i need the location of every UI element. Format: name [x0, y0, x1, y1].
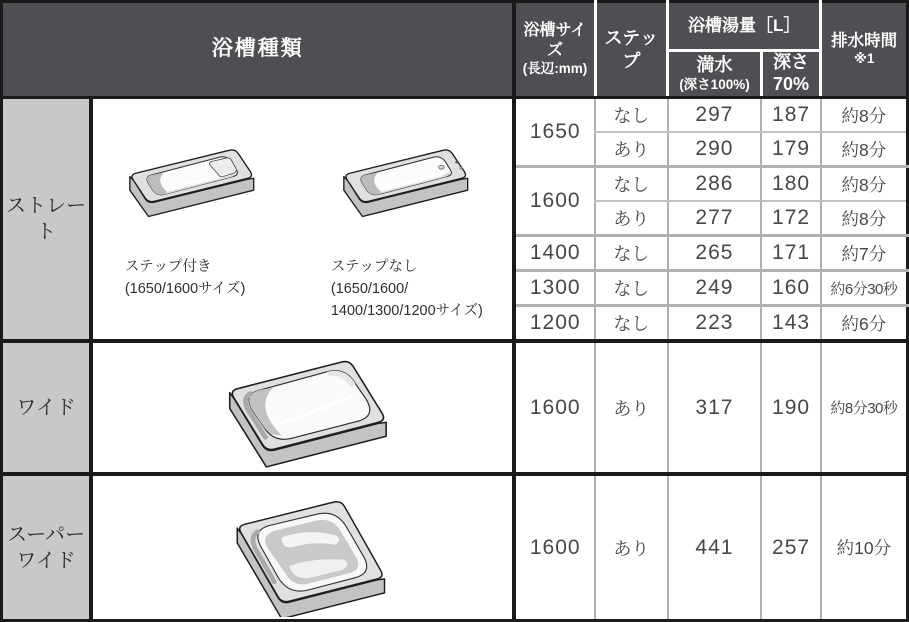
- figure-no-step-tub: [325, 141, 495, 322]
- cell-full-water: 297: [668, 98, 762, 133]
- cell-depth70: 257: [761, 474, 820, 621]
- cell-step: なし: [595, 306, 668, 342]
- straight-image-cell: [91, 98, 514, 342]
- bathtub-wide-illustration: [204, 343, 402, 472]
- table-row: [2, 98, 908, 133]
- cell-drain-time: 約8分: [821, 132, 908, 167]
- cell-step: あり: [595, 474, 668, 621]
- cell-size: 1300: [514, 271, 595, 306]
- col-header-depth70: [761, 51, 820, 98]
- cell-full-water: 441: [668, 474, 762, 621]
- drain-header-line1: 排水時間: [831, 31, 898, 50]
- row-label-super-wide: [2, 474, 92, 621]
- bathtub-super-wide-illustration: [215, 478, 391, 617]
- cell-depth70: 143: [761, 306, 820, 342]
- cell-size: 1650: [514, 98, 595, 167]
- table-row: [2, 474, 908, 621]
- cell-size: 1400: [514, 236, 595, 271]
- cell-drain-time: 約8分: [821, 167, 908, 202]
- cell-drain-time: 約8分30秒: [821, 341, 908, 474]
- cell-size: 1200: [514, 306, 595, 342]
- size-header-line2: (長辺:mm): [522, 61, 588, 77]
- cell-drain-time: 約8分: [821, 201, 908, 236]
- row-label-straight: [2, 98, 92, 342]
- cell-depth70: 187: [761, 98, 820, 133]
- full-header-line1: 満水: [696, 55, 733, 76]
- cell-size: 1600: [514, 474, 595, 621]
- cell-size: 1600: [514, 167, 595, 236]
- super-wide-image-cell: [91, 474, 514, 621]
- cell-drain-time: 約7分: [821, 236, 908, 271]
- depth70-header-line2: 70%: [773, 74, 810, 94]
- wide-image-cell: [91, 341, 514, 474]
- cell-full-water: 223: [668, 306, 762, 342]
- cell-step: あり: [595, 341, 668, 474]
- cell-full-water: 249: [668, 271, 762, 306]
- cell-full-water: 286: [668, 167, 762, 202]
- cell-step: あり: [595, 201, 668, 236]
- cell-drain-time: 約6分: [821, 306, 908, 342]
- cell-size: 1600: [514, 341, 595, 474]
- row-label-wide: [2, 341, 92, 474]
- cell-depth70: 171: [761, 236, 820, 271]
- depth70-header-line1: 深さ: [773, 52, 810, 73]
- row-label-text: ワイド: [16, 396, 76, 419]
- table-row: [2, 341, 908, 474]
- size-header-line1: 浴槽サイズ: [523, 22, 587, 60]
- caption-line: (1650/1600サイズ): [124, 281, 246, 298]
- caption-line: 1400/1300/1200サイズ): [330, 302, 483, 319]
- cell-depth70: 190: [761, 341, 820, 474]
- caption-line: (1650/1600/: [330, 281, 409, 298]
- cell-full-water: 265: [668, 236, 762, 271]
- cell-depth70: 160: [761, 271, 820, 306]
- row-label-text: スーパー: [7, 523, 86, 546]
- cell-drain-time: 約10分: [821, 474, 908, 621]
- row-label-text: ストレート: [6, 195, 87, 243]
- col-header-drain-time: [821, 2, 908, 98]
- cell-depth70: 179: [761, 132, 820, 167]
- cell-step: なし: [595, 98, 668, 133]
- drain-header-note: ※1: [853, 51, 875, 67]
- cell-step: なし: [595, 271, 668, 306]
- cell-step: なし: [595, 236, 668, 271]
- cell-step: なし: [595, 167, 668, 202]
- bathtub-straight-no-step-illustration: [325, 141, 495, 236]
- cell-depth70: 172: [761, 201, 820, 236]
- full-header-line2: (深さ100%): [679, 76, 750, 92]
- cell-depth70: 180: [761, 167, 820, 202]
- col-header-step: ステップ: [595, 2, 668, 98]
- col-header-bathtub-type: 浴槽種類: [2, 2, 515, 98]
- figure-step-tub: [111, 141, 281, 301]
- cell-full-water: 277: [668, 201, 762, 236]
- col-header-volume: 浴槽湯量［L］: [668, 2, 821, 51]
- col-header-full-water: [668, 51, 762, 98]
- cell-drain-time: 約6分30秒: [821, 271, 908, 306]
- col-header-bathtub-size: [514, 2, 595, 98]
- bathtub-straight-with-step-illustration: [111, 141, 281, 236]
- caption-line: ステップ付き: [124, 259, 212, 276]
- caption-line: ステップなし: [330, 259, 418, 276]
- cell-drain-time: 約8分: [821, 98, 908, 133]
- cell-full-water: 317: [668, 341, 762, 474]
- row-label-text: ワイド: [16, 549, 76, 572]
- cell-step: あり: [595, 132, 668, 167]
- cell-full-water: 290: [668, 132, 762, 167]
